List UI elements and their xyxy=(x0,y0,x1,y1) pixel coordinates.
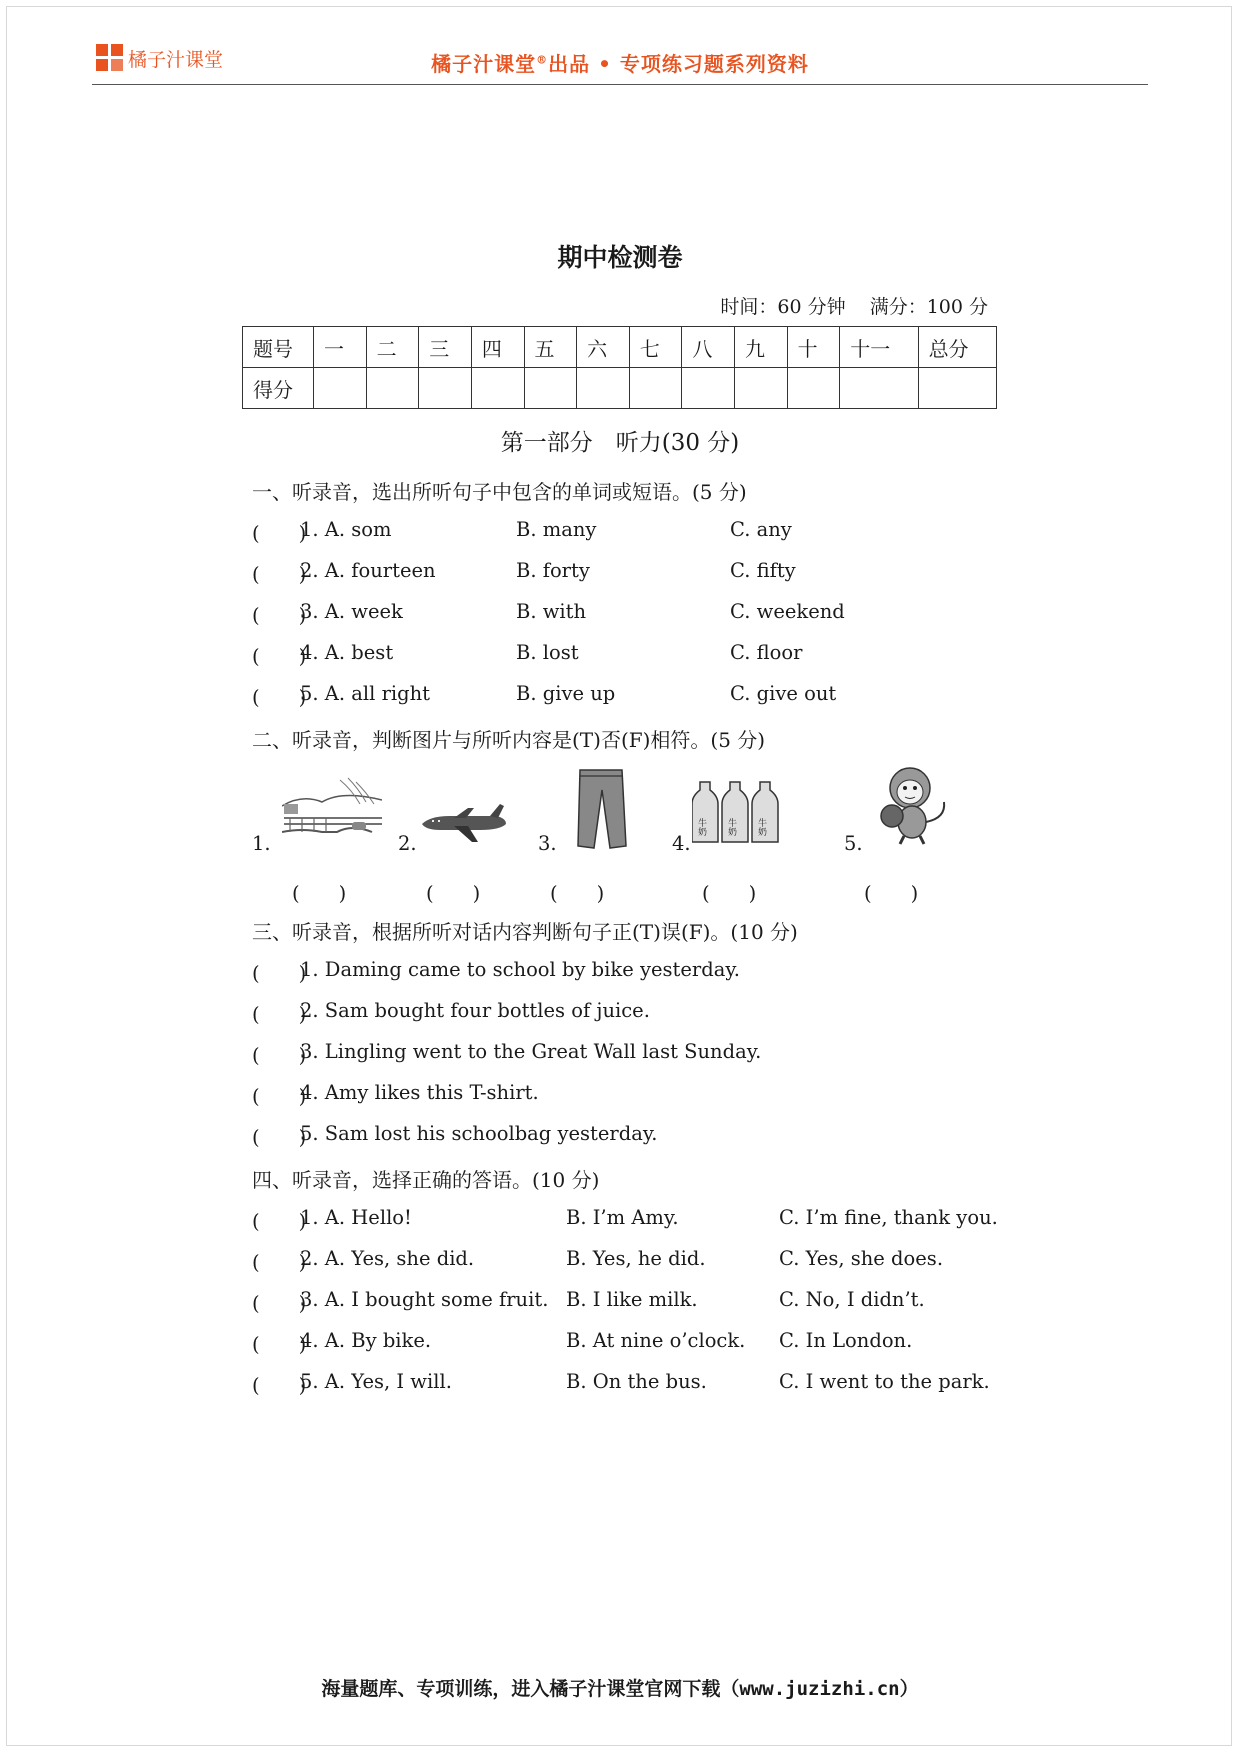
score-col: 十 xyxy=(787,327,840,368)
question-row: ( ) 1. A. som B. many C. any xyxy=(252,518,792,545)
exam-title: 期中检测卷 xyxy=(557,243,683,272)
page-footer: 海量题库、专项训练，进入橘子汁课堂官网下载（www.juzizhi.cn） xyxy=(321,1678,919,1700)
score-cell[interactable] xyxy=(577,368,630,409)
svg-text:牛奶: 牛奶 xyxy=(756,818,766,836)
question-row: ( ) 5. A. all right B. give up C. give out xyxy=(252,682,837,709)
score-cell[interactable] xyxy=(840,368,918,409)
question-row: ( ) 5. A. Yes, I will. B. On the bus. C. I went to the park. xyxy=(252,1370,990,1397)
answer-blank[interactable]: ( ) xyxy=(252,1251,307,1274)
answer-blank[interactable]: ( ) xyxy=(252,1333,307,1356)
score-col: 三 xyxy=(419,327,472,368)
score-table xyxy=(242,326,997,409)
score-cell[interactable] xyxy=(524,368,577,409)
picture-label: 3. xyxy=(538,832,557,855)
question-row: ( ) 2. A. fourteen B. forty C. fifty xyxy=(252,559,796,586)
question-row: ( ) 5. Sam lost his schoolbag yesterday. xyxy=(252,1122,658,1149)
question-row: ( ) 1. Daming came to school by bike yesterday. xyxy=(252,958,740,985)
score-table-header-row xyxy=(243,327,997,368)
score-table-score-row xyxy=(243,368,997,409)
score-col: 十一 xyxy=(840,327,918,368)
answer-blank[interactable]: ( ) xyxy=(252,522,307,545)
milk-bottles-icon xyxy=(692,780,782,846)
question-row: ( ) 3. A. I bought some fruit. B. I like milk. C. No, I didn’t. xyxy=(252,1288,925,1315)
score-table-row-label: 得分 xyxy=(243,368,314,409)
score-table-header-label: 题号 xyxy=(243,327,314,368)
answer-blank[interactable]: ( ) xyxy=(252,1210,307,1233)
answer-blank[interactable]: ( ) xyxy=(252,1044,307,1067)
question-row: ( ) 1. A. Hello! B. I’m Amy. C. I’m fine, thank you. xyxy=(252,1206,998,1233)
answer-blank[interactable]: ( ) xyxy=(252,962,307,985)
answer-blank[interactable]: ( ) xyxy=(252,1374,307,1397)
section-heading: 四、听录音，选择正确的答语。(10 分) xyxy=(252,1168,600,1192)
answer-blank[interactable]: ( ) xyxy=(864,882,919,905)
answer-blank[interactable]: ( ) xyxy=(292,882,347,905)
exam-full-marks: 满分：100 分 xyxy=(869,296,988,318)
header-title: 橘子汁课堂®出品 • 专项练习题系列资料 xyxy=(431,52,809,76)
section-heading: 二、听录音，判断图片与所听内容是(T)否(F)相符。(5 分) xyxy=(252,728,766,752)
section-heading: 三、听录音，根据所听对话内容判断句子正(T)误(F)。(10 分) xyxy=(252,920,798,944)
score-col: 七 xyxy=(629,327,682,368)
score-cell[interactable] xyxy=(735,368,788,409)
score-cell[interactable] xyxy=(314,368,367,409)
score-col: 八 xyxy=(682,327,735,368)
section-heading: 一、听录音，选出所听句子中包含的单词或短语。(5 分) xyxy=(252,480,747,504)
page-header xyxy=(92,40,1148,85)
score-col: 总分 xyxy=(918,327,996,368)
question-row: ( ) 4. A. best B. lost C. floor xyxy=(252,641,803,668)
monkey-icon xyxy=(870,764,952,846)
answer-blank[interactable]: ( ) xyxy=(252,1003,307,1026)
score-cell[interactable] xyxy=(471,368,524,409)
answer-blank[interactable]: ( ) xyxy=(252,563,307,586)
answer-blank[interactable]: ( ) xyxy=(252,1126,307,1149)
airplane-icon xyxy=(420,802,508,844)
question-row: ( ) 4. A. By bike. B. At nine o’clock. C. In London. xyxy=(252,1329,913,1356)
answer-blank[interactable]: ( ) xyxy=(252,1292,307,1315)
answer-blank[interactable]: ( ) xyxy=(702,882,757,905)
svg-text:牛奶: 牛奶 xyxy=(696,818,706,836)
score-cell[interactable] xyxy=(366,368,419,409)
picture-label: 2. xyxy=(398,832,417,855)
score-cell[interactable] xyxy=(787,368,840,409)
answer-blank[interactable]: ( ) xyxy=(252,604,307,627)
picture-row xyxy=(252,768,1012,908)
part-title: 第一部分 听力(30 分) xyxy=(500,430,740,456)
score-col: 二 xyxy=(366,327,419,368)
answer-blank[interactable]: ( ) xyxy=(550,882,605,905)
score-col: 四 xyxy=(471,327,524,368)
picture-label: 1. xyxy=(252,832,271,855)
score-cell[interactable] xyxy=(918,368,996,409)
question-row: ( ) 2. Sam bought four bottles of juice. xyxy=(252,999,650,1026)
question-row: ( ) 4. Amy likes this T-shirt. xyxy=(252,1081,539,1108)
exam-time: 时间：60 分钟 xyxy=(720,296,846,318)
question-row: ( ) 3. A. week B. with C. weekend xyxy=(252,600,845,627)
answer-blank[interactable]: ( ) xyxy=(252,1085,307,1108)
question-row: ( ) 3. Lingling went to the Great Wall last Sunday. xyxy=(252,1040,762,1067)
score-col: 六 xyxy=(577,327,630,368)
score-cell[interactable] xyxy=(629,368,682,409)
landscape-icon xyxy=(282,776,382,844)
score-col: 五 xyxy=(524,327,577,368)
answer-blank[interactable]: ( ) xyxy=(252,686,307,709)
answer-blank[interactable]: ( ) xyxy=(426,882,481,905)
score-cell[interactable] xyxy=(419,368,472,409)
answer-blank[interactable]: ( ) xyxy=(252,645,307,668)
logo-text: 橘子汁课堂 xyxy=(128,48,224,71)
picture-label: 4. xyxy=(672,832,691,855)
score-col: 九 xyxy=(735,327,788,368)
score-cell[interactable] xyxy=(682,368,735,409)
score-col: 一 xyxy=(314,327,367,368)
exam-meta xyxy=(702,292,988,319)
picture-label: 5. xyxy=(844,832,863,855)
svg-text:牛奶: 牛奶 xyxy=(726,818,736,836)
trousers-icon xyxy=(574,768,630,850)
question-row: ( ) 2. A. Yes, she did. B. Yes, he did. C. Yes, she does. xyxy=(252,1247,944,1274)
